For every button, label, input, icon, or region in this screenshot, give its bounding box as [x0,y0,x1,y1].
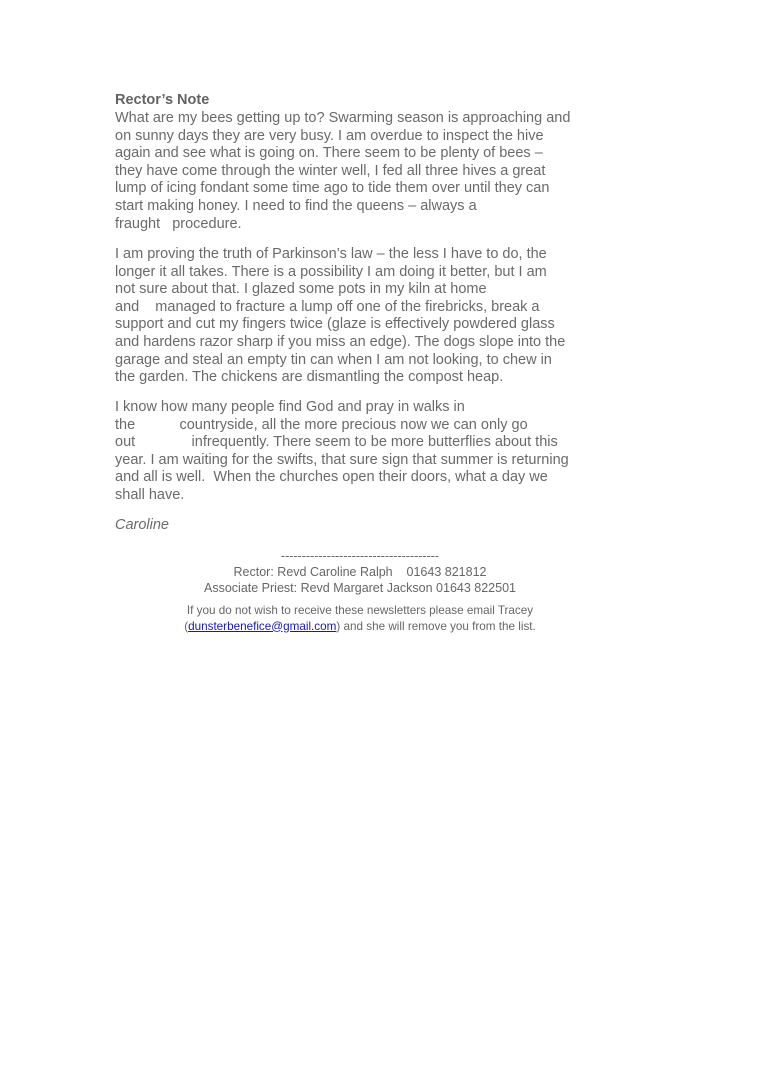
email-link[interactable]: dunsterbenefice@gmail.com [188,619,337,633]
text-line: shall have. [115,486,185,503]
paragraph-countryside [115,399,605,505]
text-line: longer it all takes. There is a possibility I am doing it better, but I am [115,263,547,280]
associate-priest-contact: Associate Priest: Revd Margaret Jackson 01643 822501 [204,581,516,595]
text-line: I know how many people find God and pray in walks in [115,399,465,415]
signature: Caroline [115,517,169,533]
text-line: they have come through the winter well, I fed all three hives a great [115,162,546,179]
contact-footer [115,548,605,596]
text-line: fraught procedure. [115,215,242,232]
text-line: the countryside, all the more precious now we can only go [115,416,528,433]
text-line: and hardens razor sharp if you miss an edge). The dogs slope into the [115,333,566,350]
text-line: again and see what is going on. There seem to be plenty of bees – [115,145,543,162]
unsubscribe-notice [115,603,605,634]
unsubscribe-tail: ) and she will remove you from the list. [336,619,536,633]
rectors-note-heading: Rector’s Note [115,92,210,108]
paren-open: ( [184,619,189,633]
text-line: and all is well. When the churches open their doors, what a day we [115,469,548,486]
unsubscribe-line-1: If you do not wish to receive these newsletters please email Tracey [186,604,534,617]
text-line: start making honey. I need to find the queens – always a [115,197,477,214]
text-line: What are my bees getting up to? Swarming season is approaching and [115,110,571,126]
text-line: garage and steal an empty tin can when I am not looking, to chew in [115,351,552,368]
text-line: out infrequently. There seem to be more butterflies about this [115,434,558,451]
text-line: and managed to fracture a lump off one of the firebricks, break a [115,298,540,315]
unsubscribe-line-2 [115,619,605,635]
footer-divider: -------------------------------------- [280,549,440,563]
text-line: support and cut my fingers twice (glaze is effectively powdered glass [115,316,555,333]
text-line: the garden. The chickens are dismantling the compost heap. [115,369,504,386]
rector-contact: Rector: Revd Caroline Ralph 01643 821812 [233,565,487,579]
text-line: I am proving the truth of Parkinson’s law – the less I have to do, the [115,246,547,262]
text-line: not sure about that. I glazed some pots in my kiln at home [115,281,487,298]
text-line: on sunny days they are very busy. I am overdue to inspect the hive [115,127,544,144]
paragraph-bees [115,110,605,233]
paragraph-parkinsons-law [115,246,605,387]
text-line: year. I am waiting for the swifts, that sure sign that summer is returning [115,451,569,468]
text-line: lump of icing fondant some time ago to tide them over until they can [115,180,550,197]
